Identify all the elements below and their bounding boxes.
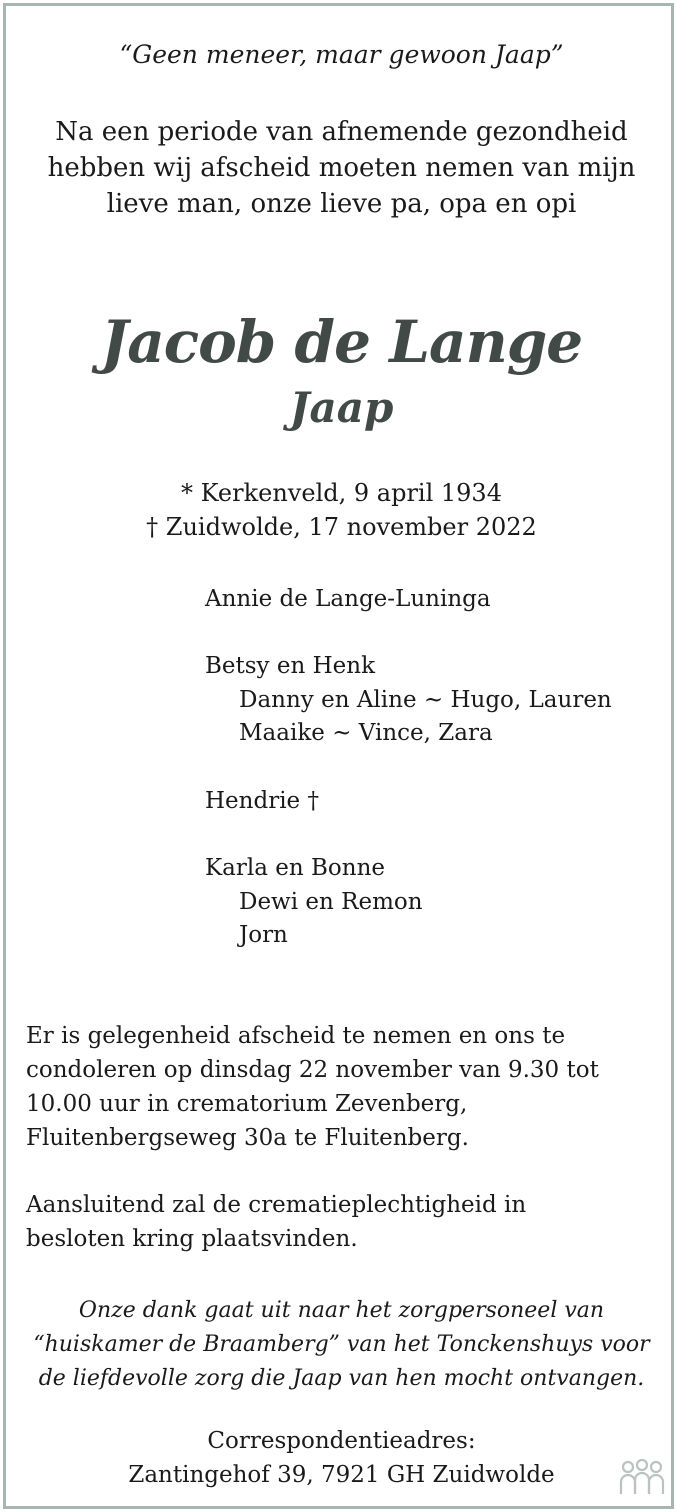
deceased-nickname: Jaap — [289, 383, 394, 432]
thanks-line: Onze dank gaat uit naar het zorgpersoneel van — [78, 1298, 605, 1323]
ceremony-line: besloten kring plaatsvinden. — [26, 1226, 358, 1252]
condolence-line: 10.00 uur in crematorium Zevenberg, — [26, 1091, 468, 1117]
thanks-line: de liefdevolle zorg die Jaap van hen mocht ontvangen. — [38, 1366, 645, 1391]
condolence-line: condoleren op dinsdag 22 november van 9.30 tot — [26, 1057, 599, 1083]
family-grandchild: Jorn — [239, 922, 288, 948]
people-group-icon — [618, 1458, 666, 1498]
family-grandchild: Danny en Aline ~ Hugo, Lauren — [239, 687, 612, 713]
address-label: Correspondentieadres: — [207, 1428, 476, 1454]
condolence-text — [26, 1019, 666, 1155]
family-child: Betsy en Henk — [205, 653, 376, 679]
family-grandchild: Maaike ~ Vince, Zara — [239, 720, 493, 746]
condolence-line: Fluitenbergseweg 30a te Fluitenberg. — [26, 1125, 469, 1151]
life-dates — [6, 476, 677, 544]
family-child: Karla en Bonne — [205, 855, 385, 881]
opening-quote: “Geen meneer, maar gewoon Jaap” — [119, 40, 564, 69]
ceremony-text — [26, 1188, 666, 1256]
death-line: † Zuidwolde, 17 november 2022 — [146, 513, 537, 541]
condolence-line: Er is gelegenheid afscheid te nemen en ons te — [26, 1023, 566, 1049]
intro-line: lieve man, onze lieve pa, opa en opi — [106, 189, 577, 219]
correspondence-address — [6, 1424, 677, 1492]
intro-line: hebben wij afscheid moeten nemen van mijn — [47, 153, 636, 183]
intro-line: Na een periode van afnemende gezondheid — [55, 117, 628, 147]
family-child: Hendrie † — [205, 788, 319, 814]
address-line: Zantingehof 39, 7921 GH Zuidwolde — [128, 1462, 555, 1488]
notice-frame — [3, 3, 674, 1509]
ceremony-line: Aansluitend zal de crematieplechtigheid in — [26, 1192, 527, 1218]
birth-line: * Kerkenveld, 9 april 1934 — [181, 479, 502, 507]
family-spouse: Annie de Lange-Luninga — [205, 586, 491, 612]
deceased-name: Jacob de Lange — [100, 308, 583, 376]
thanks-line: “huiskamer de Braamberg” van het Tonckenshuys voor — [33, 1332, 650, 1357]
intro-text — [6, 114, 677, 222]
family-grandchild: Dewi en Remon — [239, 889, 423, 915]
thanks-text — [6, 1294, 677, 1396]
